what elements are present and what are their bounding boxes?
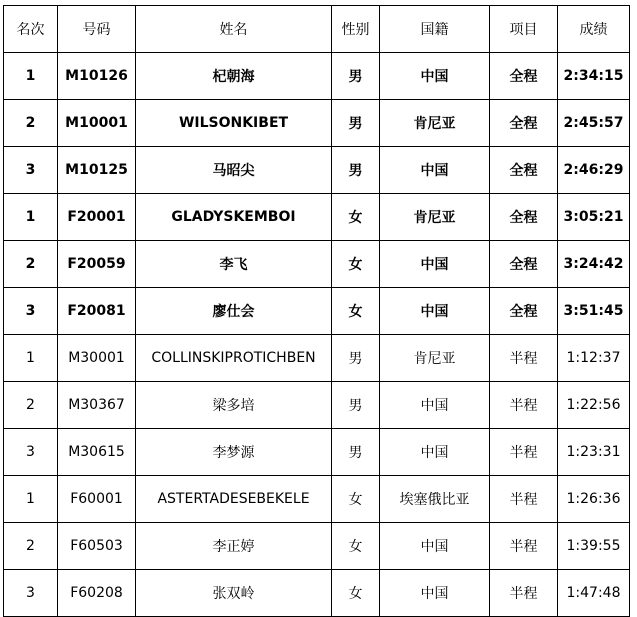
rank-cell: 2 <box>4 100 58 147</box>
nationality-cell: 中国 <box>380 429 490 476</box>
header-rank: 名次 <box>4 6 58 53</box>
gender-cell: 女 <box>332 570 380 617</box>
bib-cell: M10001 <box>58 100 136 147</box>
table-row <box>4 241 630 288</box>
table-row <box>4 53 630 100</box>
bib-cell: M10125 <box>58 147 136 194</box>
table-row <box>4 429 630 476</box>
nationality-cell: 中国 <box>380 523 490 570</box>
name-cell: 张双岭 <box>136 570 332 617</box>
name-cell: 杞朝海 <box>136 53 332 100</box>
event-cell: 全程 <box>490 288 558 335</box>
event-cell: 半程 <box>490 523 558 570</box>
rank-cell: 3 <box>4 288 58 335</box>
name-cell: COLLINSKIPROTICHBEN <box>136 335 332 382</box>
rank-cell: 1 <box>4 194 58 241</box>
gender-cell: 女 <box>332 194 380 241</box>
bib-cell: F20081 <box>58 288 136 335</box>
time-cell: 1:22:56 <box>558 382 630 429</box>
name-cell: 李飞 <box>136 241 332 288</box>
table-row <box>4 194 630 241</box>
table-row <box>4 570 630 617</box>
event-cell: 半程 <box>490 335 558 382</box>
bib-cell: F60208 <box>58 570 136 617</box>
rank-cell: 2 <box>4 523 58 570</box>
table-row <box>4 523 630 570</box>
results-table <box>3 5 630 617</box>
time-cell: 2:45:57 <box>558 100 630 147</box>
header-nationality: 国籍 <box>380 6 490 53</box>
gender-cell: 男 <box>332 382 380 429</box>
gender-cell: 女 <box>332 523 380 570</box>
gender-cell: 男 <box>332 53 380 100</box>
time-cell: 3:24:42 <box>558 241 630 288</box>
time-cell: 1:47:48 <box>558 570 630 617</box>
name-cell: 马昭尖 <box>136 147 332 194</box>
table-row <box>4 147 630 194</box>
bib-cell: M10126 <box>58 53 136 100</box>
name-cell: 李梦源 <box>136 429 332 476</box>
table-row <box>4 288 630 335</box>
gender-cell: 男 <box>332 147 380 194</box>
header-time: 成绩 <box>558 6 630 53</box>
rank-cell: 3 <box>4 429 58 476</box>
time-cell: 3:05:21 <box>558 194 630 241</box>
table-row <box>4 335 630 382</box>
name-cell: 梁多培 <box>136 382 332 429</box>
time-cell: 2:46:29 <box>558 147 630 194</box>
name-cell: 廖仕会 <box>136 288 332 335</box>
event-cell: 半程 <box>490 476 558 523</box>
nationality-cell: 中国 <box>380 53 490 100</box>
rank-cell: 1 <box>4 53 58 100</box>
bib-cell: F60503 <box>58 523 136 570</box>
header-event: 项目 <box>490 6 558 53</box>
rank-cell: 3 <box>4 570 58 617</box>
name-cell: WILSONKIBET <box>136 100 332 147</box>
bib-cell: M30615 <box>58 429 136 476</box>
event-cell: 全程 <box>490 194 558 241</box>
bib-cell: M30367 <box>58 382 136 429</box>
rank-cell: 2 <box>4 241 58 288</box>
time-cell: 1:39:55 <box>558 523 630 570</box>
event-cell: 半程 <box>490 429 558 476</box>
nationality-cell: 中国 <box>380 382 490 429</box>
gender-cell: 女 <box>332 476 380 523</box>
name-cell: GLADYSKEMBOI <box>136 194 332 241</box>
header-bib: 号码 <box>58 6 136 53</box>
event-cell: 全程 <box>490 100 558 147</box>
time-cell: 1:23:31 <box>558 429 630 476</box>
header-name: 姓名 <box>136 6 332 53</box>
gender-cell: 女 <box>332 241 380 288</box>
nationality-cell: 肯尼亚 <box>380 100 490 147</box>
bib-cell: F20059 <box>58 241 136 288</box>
header-gender: 性别 <box>332 6 380 53</box>
header-row <box>4 6 630 53</box>
name-cell: ASTERTADESEBEKELE <box>136 476 332 523</box>
gender-cell: 男 <box>332 429 380 476</box>
time-cell: 3:51:45 <box>558 288 630 335</box>
nationality-cell: 肯尼亚 <box>380 194 490 241</box>
name-cell: 李正婷 <box>136 523 332 570</box>
bib-cell: F20001 <box>58 194 136 241</box>
rank-cell: 3 <box>4 147 58 194</box>
event-cell: 全程 <box>490 147 558 194</box>
rank-cell: 1 <box>4 335 58 382</box>
nationality-cell: 中国 <box>380 241 490 288</box>
event-cell: 半程 <box>490 382 558 429</box>
table-row <box>4 476 630 523</box>
nationality-cell: 埃塞俄比亚 <box>380 476 490 523</box>
time-cell: 2:34:15 <box>558 53 630 100</box>
nationality-cell: 肯尼亚 <box>380 335 490 382</box>
gender-cell: 男 <box>332 100 380 147</box>
event-cell: 全程 <box>490 53 558 100</box>
event-cell: 全程 <box>490 241 558 288</box>
event-cell: 半程 <box>490 570 558 617</box>
rank-cell: 2 <box>4 382 58 429</box>
bib-cell: F60001 <box>58 476 136 523</box>
nationality-cell: 中国 <box>380 288 490 335</box>
bib-cell: M30001 <box>58 335 136 382</box>
nationality-cell: 中国 <box>380 147 490 194</box>
table-row <box>4 382 630 429</box>
rank-cell: 1 <box>4 476 58 523</box>
table-row <box>4 100 630 147</box>
gender-cell: 男 <box>332 335 380 382</box>
time-cell: 1:26:36 <box>558 476 630 523</box>
time-cell: 1:12:37 <box>558 335 630 382</box>
gender-cell: 女 <box>332 288 380 335</box>
nationality-cell: 中国 <box>380 570 490 617</box>
